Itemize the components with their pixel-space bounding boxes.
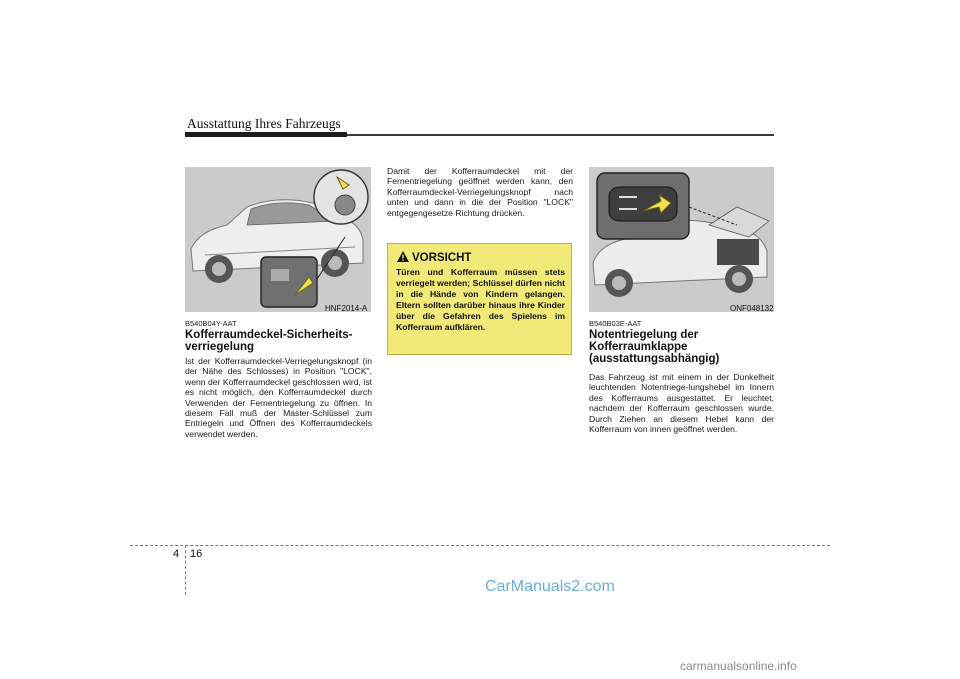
footer-rule — [130, 545, 830, 546]
watermark-carmanualsonline: carmanualsonline.info — [680, 659, 797, 673]
footer-vertical-rule — [185, 545, 186, 595]
page-number: 16 — [190, 548, 203, 560]
warning-triangle-icon — [397, 251, 409, 262]
chapter-number: 4 — [173, 548, 180, 560]
right-section-code: B540B03E-AAT — [589, 319, 642, 328]
header-rule — [347, 134, 774, 136]
warning-title: VORSICHT — [412, 252, 472, 264]
middle-section-body: Damit der Kofferraumdeckel mit der Fernentriegelung geöffnet werden kann, den Kofferraumdeckel-Verriegelungsknopf nach unten und dann in die der Position "LOCK" entgegengesetze Richtung drücken. — [387, 166, 573, 218]
warning-text: Türen und Kofferraum müssen stets verriegelt werden; Schlüssel dürfen nicht in die Hände von Kindern gelangen. Eltern sollten darüber hinaus ihre Kinder über die Gefahren des Spielens im Kofferraum aufklären. — [396, 267, 565, 332]
left-section-code: B540B04Y-AAT — [185, 319, 237, 328]
left-section-body: Ist der Kofferraumdeckel-Verriegelungsknopf (in der Nähe des Schlosses) in Position "LOCK", wenn der Kofferraumdeckel geschlossen wird, ist es nicht möglich, den Kofferraumdeckel durch Verwenden der Fernentriegelung zu öffnen. In diesem Fall muß der Master-Schlüssel zum Entriegeln und Öffnen des Kofferraumdeckels verwendet werden. — [185, 356, 372, 439]
right-section-body: Das Fahrzeug ist mit einem in der Dunkelheit leuchtenden Notentriege-lungshebel im Innern des Kofferraums ausgestattet. Er leuchtet, nachdem der Kofferraum geschlossen wurde. Durch Ziehen an diesem Hebel kann der Kofferraum von innen geöffnet werden. — [589, 372, 774, 435]
page-header-title: Ausstattung Ihres Fahrzeugs — [187, 116, 341, 131]
watermark-carmanuals2: CarManuals2.com — [485, 578, 615, 595]
right-image-caption: ONF048132 — [730, 304, 774, 313]
car-open-trunk-illustration — [589, 167, 774, 312]
right-section-heading: Notentriegelung der Kofferraumklappe (ausstattungsabhängig) — [589, 329, 720, 365]
header-rule-dark — [185, 132, 347, 137]
car-rear-illustration — [185, 167, 371, 312]
warning-box — [387, 243, 572, 355]
left-section-heading: Kofferraumdeckel-Sicherheits-verriegelung — [185, 329, 353, 353]
trunk-lock-illustration — [185, 167, 371, 312]
left-image-caption: HNF2014-A — [325, 304, 368, 313]
emergency-release-illustration — [589, 167, 774, 312]
